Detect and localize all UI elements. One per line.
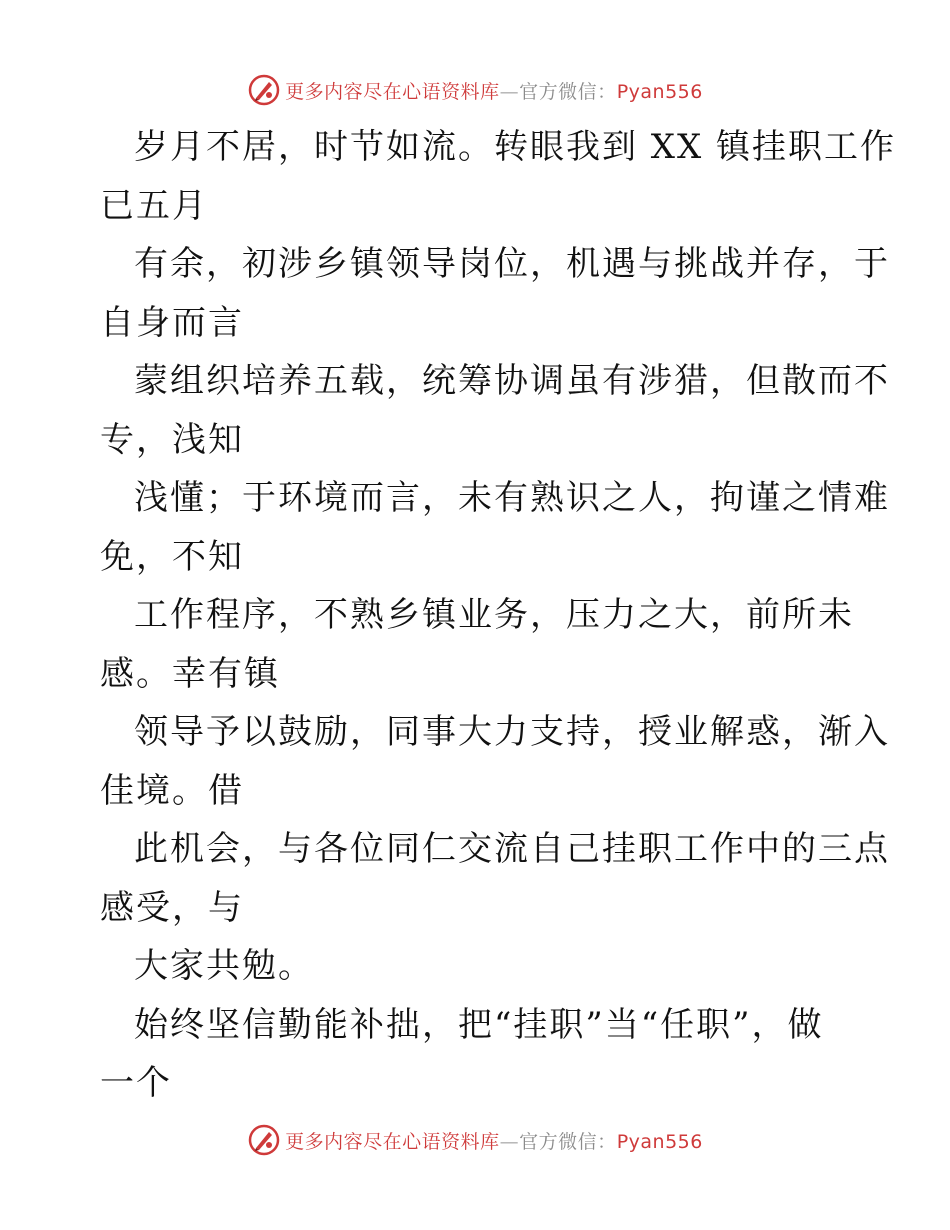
banner-separator: — bbox=[499, 1130, 520, 1153]
footer-watermark bbox=[247, 1123, 703, 1157]
banner-wechat-label: 官方微信： bbox=[519, 1130, 617, 1153]
banner-brand-text: 更多内容尽在心语资料库 bbox=[285, 80, 500, 103]
feather-pen-logo-icon bbox=[247, 73, 281, 107]
text-line: 一个 bbox=[100, 1063, 172, 1103]
text-line: 浅懂；于环境而言，未有熟识之人，拘谨之情难 bbox=[134, 478, 890, 518]
text-line: 此机会，与各位同仁交流自己挂职工作中的三点 bbox=[134, 829, 890, 869]
banner-wechat-id: Pyan556 bbox=[616, 80, 703, 103]
text-line: 有余，初涉乡镇领导岗位，机遇与挑战并存，于 bbox=[134, 244, 890, 284]
text-line: 免，不知 bbox=[100, 536, 244, 577]
text-line: 大家共勉。 bbox=[134, 946, 314, 986]
footer-watermark-banner bbox=[0, 1120, 950, 1160]
text-line: 自身而言 bbox=[100, 302, 244, 343]
text-line: 感受，与 bbox=[100, 887, 244, 928]
text-line: 感。幸有镇 bbox=[100, 653, 280, 694]
feather-pen-logo-icon bbox=[247, 1123, 281, 1157]
text-line: 领导予以鼓励，同事大力支持，授业解惑，渐入 bbox=[134, 712, 890, 752]
document-body bbox=[100, 118, 897, 1113]
text-line: 已五月 bbox=[100, 185, 208, 226]
text-line: 始终坚信勤能补拙，把“挂职”当“任职”，做 bbox=[134, 1004, 824, 1045]
text-line: 岁月不居，时节如流。转眼我到 XX 镇挂职工作 bbox=[134, 127, 897, 167]
text-line: 专，浅知 bbox=[100, 419, 244, 460]
header-watermark-banner bbox=[0, 70, 950, 110]
text-line: 工作程序，不熟乡镇业务，压力之大，前所未 bbox=[134, 595, 854, 635]
header-watermark bbox=[247, 73, 703, 107]
banner-separator: — bbox=[499, 80, 520, 103]
banner-wechat-label: 官方微信： bbox=[519, 80, 617, 103]
banner-brand-text: 更多内容尽在心语资料库 bbox=[285, 1130, 500, 1153]
banner-wechat-id: Pyan556 bbox=[616, 1130, 703, 1153]
text-line: 佳境。借 bbox=[100, 770, 244, 811]
text-line: 蒙组织培养五载，统筹协调虽有涉猎，但散而不 bbox=[134, 361, 890, 401]
